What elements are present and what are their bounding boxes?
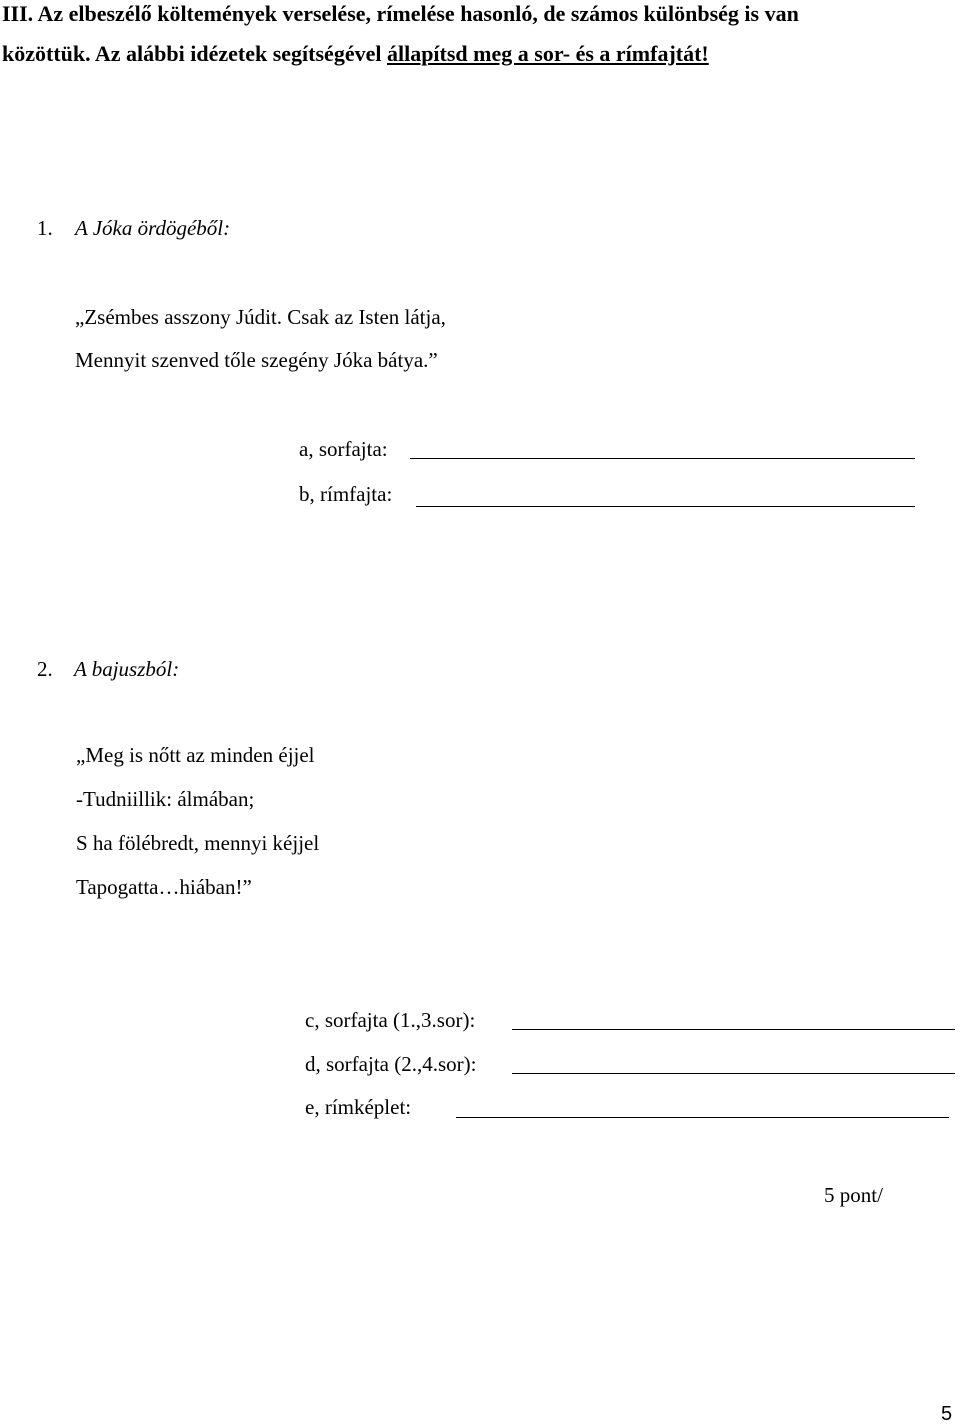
item-2-quote-line-3: S ha fölébredt, mennyi kéjjel: [76, 831, 320, 855]
answer-blank-rimkeplet[interactable]: [456, 1117, 949, 1118]
item-2-quote-line-1: „Meg is nőtt az minden éjjel: [76, 743, 315, 767]
answer-blank-sorfajta[interactable]: [410, 458, 915, 459]
item-2-quote-line-4: Tapogatta…hiában!”: [76, 875, 252, 899]
answer-label-sorfajta: a, sorfajta:: [299, 437, 388, 461]
item-2-quote-line-2: -Tudniillik: álmában;: [76, 787, 255, 811]
answer-blank-rimfajta[interactable]: [416, 506, 915, 507]
answer-label-sorfajta-1-3: c, sorfajta (1.,3.sor):: [305, 1008, 476, 1032]
item-1-quote-line-2: Mennyit szenved tőle szegény Jóka bátya.”: [75, 348, 438, 372]
page-number: 5: [941, 1403, 953, 1425]
item-2-number: 2.: [37, 657, 53, 681]
task-instruction-underlined: állapítsd meg a sor- és a rímfajtát!: [386, 41, 709, 66]
item-1-quote-line-1: „Zsémbes asszony Júdit. Csak az Isten látja,: [75, 305, 446, 329]
answer-label-sorfajta-2-4: d, sorfajta (2.,4.sor):: [305, 1052, 477, 1076]
answer-label-rimkeplet: e, rímképlet:: [305, 1095, 412, 1119]
answer-blank-sorfajta-1-3[interactable]: [512, 1029, 955, 1030]
task-heading-text: közöttük. Az alábbi idézetek segítségével: [2, 41, 387, 66]
task-heading-line-2: [2, 41, 709, 67]
task-heading-line-1: III. Az elbeszélő költemények verselése, rímelése hasonló, de számos különbség is van: [2, 1, 799, 26]
answer-blank-sorfajta-2-4[interactable]: [512, 1073, 955, 1074]
item-1-number: 1.: [37, 216, 53, 240]
answer-label-rimfajta: b, rímfajta:: [299, 482, 393, 506]
item-2-source: A bajuszból:: [74, 657, 180, 681]
score-label: 5 pont/: [824, 1183, 883, 1207]
item-1-source: A Jóka ördögéből:: [75, 216, 231, 240]
